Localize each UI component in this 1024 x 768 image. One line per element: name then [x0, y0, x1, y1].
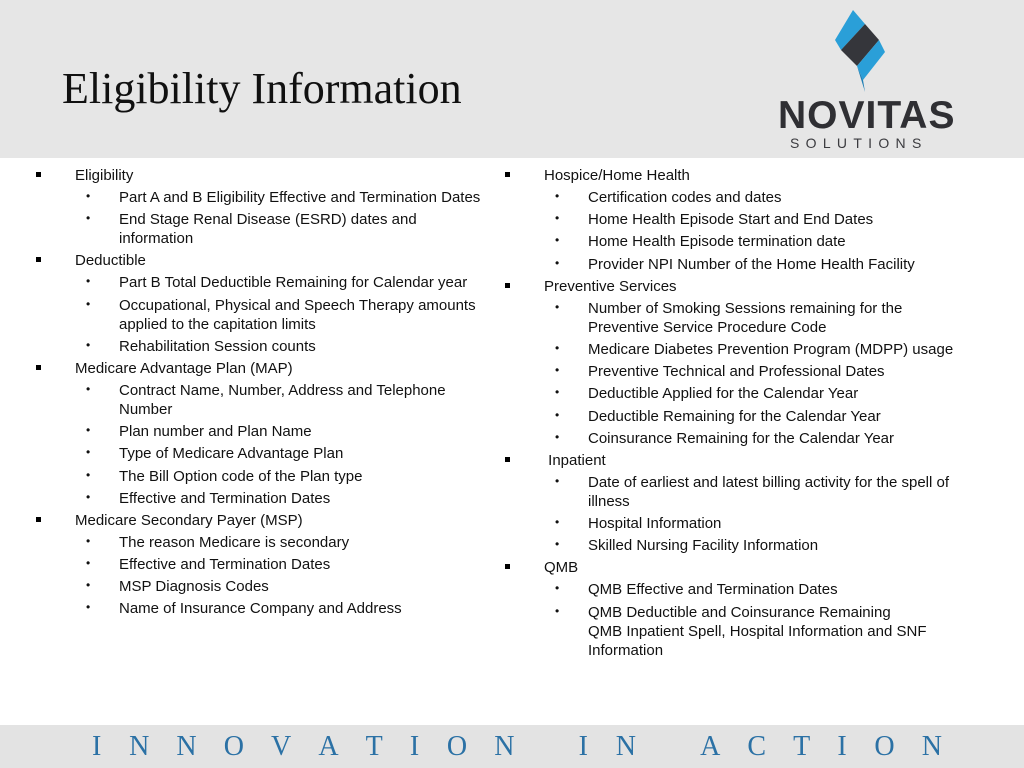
section-label: Medicare Advantage Plan (MAP)	[75, 359, 293, 377]
logo-subtitle-text: SOLUTIONS	[790, 135, 928, 151]
list-item	[75, 210, 486, 248]
list-item	[544, 514, 965, 533]
section-label: Inpatient	[544, 451, 606, 469]
dot-bullet-icon: •	[86, 556, 91, 571]
list-item-text: Number of Smoking Sessions remaining for the Preventive Service Procedure Code	[588, 299, 903, 336]
list-item-text: Part A and B Eligibility Effective and Termination Dates	[119, 189, 481, 206]
tagline-letter: O	[223, 731, 244, 762]
list-item	[544, 407, 965, 426]
tagline-letter: C	[747, 731, 767, 762]
tagline-letter: V	[271, 731, 292, 762]
list-item-text: End Stage Renal Disease (ESRD) dates and information	[119, 211, 417, 248]
right-bullet-list	[505, 166, 965, 660]
dot-bullet-icon: •	[86, 600, 91, 615]
dot-bullet-icon: •	[86, 445, 91, 460]
list-item	[544, 429, 965, 448]
square-bullet-icon	[36, 517, 41, 522]
list-item-text: Effective and Termination Dates	[119, 489, 331, 507]
dot-bullet-icon: •	[86, 189, 91, 203]
list-item	[544, 384, 965, 403]
dot-bullet-icon: •	[555, 233, 560, 248]
list-item	[75, 296, 486, 334]
tagline-letter: A	[318, 731, 339, 762]
dot-bullet-icon: •	[86, 274, 91, 289]
list-item	[544, 473, 965, 511]
tagline-letter: N	[615, 731, 636, 762]
tagline-letter: T	[793, 731, 811, 762]
list-item	[75, 337, 486, 356]
tagline-letter: I	[92, 731, 102, 762]
square-bullet-icon	[36, 172, 41, 177]
list-item-text: Type of Medicare Advantage Plan	[119, 445, 344, 463]
list-item	[75, 489, 486, 508]
list-item-text: Hospital Information	[588, 515, 722, 533]
list-item	[544, 188, 965, 207]
list-item-text: Coinsurance Remaining for the Calendar Year	[588, 429, 895, 447]
novitas-logo	[770, 8, 970, 153]
tagline-letter: I	[409, 731, 420, 762]
tagline-letter: N	[921, 731, 942, 762]
sub-bullet-list	[544, 299, 965, 448]
slide-title: Eligibility Information	[62, 64, 462, 113]
dot-bullet-icon: •	[555, 429, 560, 444]
list-item	[544, 603, 965, 660]
dot-bullet-icon: •	[86, 423, 91, 438]
list-item	[544, 340, 965, 359]
list-item	[75, 555, 486, 574]
square-bullet-icon	[36, 257, 41, 262]
sub-bullet-list	[544, 473, 965, 555]
list-item-text: QMB Effective and Termination Dates	[588, 581, 838, 599]
dot-bullet-icon: •	[555, 299, 560, 314]
sub-bullet-list	[75, 381, 486, 508]
dot-bullet-icon: •	[555, 363, 560, 378]
list-item-text: Skilled Nursing Facility Information	[588, 537, 819, 555]
left-column	[36, 166, 486, 622]
list-item	[544, 210, 965, 229]
dot-bullet-icon: •	[555, 255, 560, 270]
list-item	[544, 536, 965, 555]
tagline-letter: I	[837, 731, 847, 762]
dot-bullet-icon: •	[555, 189, 560, 203]
section-label: QMB	[544, 559, 579, 577]
dot-bullet-icon: •	[86, 467, 91, 482]
list-item	[544, 362, 965, 381]
list-item	[75, 533, 486, 552]
tagline-letter: I	[578, 731, 588, 762]
section-label: Deductible	[75, 252, 146, 270]
list-item-text: Deductible Applied for the Calendar Year	[588, 385, 859, 403]
list-item-text: Name of Insurance Company and Address	[119, 600, 402, 618]
square-bullet-icon	[505, 172, 510, 177]
list-item	[544, 580, 965, 599]
dot-bullet-icon: •	[555, 340, 560, 355]
list-item-text: Occupational, Physical and Speech Therapy amounts applied to the capitation limits	[119, 296, 476, 333]
list-item	[544, 299, 965, 337]
section-label: Medicare Secondary Payer (MSP)	[75, 511, 303, 529]
dot-bullet-icon: •	[555, 515, 560, 530]
tagline-letter: N	[176, 731, 197, 762]
tagline-letter: A	[700, 731, 721, 762]
list-item-text: Deductible Remaining for the Calendar Year	[588, 407, 881, 425]
tagline-letter: N	[494, 731, 515, 762]
list-item-text: Home Health Episode termination date	[588, 233, 846, 251]
section-item	[505, 558, 965, 659]
list-item-text: Effective and Termination Dates	[119, 556, 331, 574]
list-item-text: Date of earliest and latest billing activity for the spell of illness	[588, 473, 950, 510]
tagline-letter	[663, 729, 673, 765]
dot-bullet-icon: •	[555, 473, 560, 488]
list-item-text: QMB Deductible and Coinsurance Remaining QMB Inpatient Spell, Hospital Information and SNF Information	[588, 603, 927, 659]
sub-bullet-list	[75, 273, 486, 355]
list-item-text: Certification codes and dates	[588, 189, 782, 206]
sub-bullet-list	[544, 580, 965, 659]
sub-bullet-list	[75, 188, 486, 248]
dot-bullet-icon: •	[555, 407, 560, 422]
list-item-text: Medicare Diabetes Prevention Program (MDPP) usage	[588, 340, 954, 358]
dot-bullet-icon: •	[555, 385, 560, 400]
dot-bullet-icon: •	[86, 211, 91, 226]
dot-bullet-icon: •	[555, 211, 560, 226]
list-item	[75, 444, 486, 463]
tagline-letter: T	[365, 731, 383, 762]
left-bullet-list	[36, 166, 486, 618]
tagline-letter: O	[874, 731, 895, 762]
section-item	[36, 359, 486, 508]
ribbon-logo-icon	[835, 10, 885, 94]
list-item-text: Contract Name, Number, Address and Telephone Number	[119, 381, 446, 418]
dot-bullet-icon: •	[86, 296, 91, 311]
section-item	[505, 451, 965, 555]
list-item-text: Rehabilitation Session counts	[119, 337, 316, 355]
dot-bullet-icon: •	[555, 581, 560, 596]
list-item-text: Home Health Episode Start and End Dates	[588, 211, 874, 229]
section-label: Preventive Services	[544, 277, 677, 295]
section-item	[505, 277, 965, 448]
tagline-letter	[542, 729, 552, 765]
list-item	[544, 255, 965, 274]
list-item	[75, 422, 486, 441]
square-bullet-icon	[505, 283, 510, 288]
square-bullet-icon	[505, 457, 510, 462]
list-item-text: Part B Total Deductible Remaining for Calendar year	[119, 274, 468, 292]
list-item-text: MSP Diagnosis Codes	[119, 578, 269, 596]
section-item	[36, 511, 486, 619]
list-item	[75, 577, 486, 596]
list-item-text: Plan number and Plan Name	[119, 423, 312, 441]
list-item	[75, 188, 486, 207]
tagline-letter: N	[129, 731, 150, 762]
sub-bullet-list	[75, 533, 486, 619]
dot-bullet-icon: •	[555, 603, 560, 618]
list-item-text: Provider NPI Number of the Home Health Facility	[588, 255, 915, 273]
right-column	[505, 166, 965, 663]
section-label: Eligibility	[75, 167, 134, 184]
footer-tagline	[92, 729, 942, 765]
square-bullet-icon	[36, 365, 41, 370]
list-item-text: The Bill Option code of the Plan type	[119, 467, 363, 485]
dot-bullet-icon: •	[86, 381, 91, 396]
list-item-text: The reason Medicare is secondary	[119, 533, 350, 551]
list-item	[75, 599, 486, 618]
dot-bullet-icon: •	[86, 489, 91, 504]
dot-bullet-icon: •	[555, 537, 560, 552]
section-item	[505, 166, 965, 274]
section-item	[36, 251, 486, 355]
list-item-text: Preventive Technical and Professional Dates	[588, 363, 885, 381]
square-bullet-icon	[505, 564, 510, 569]
tagline-letter: O	[446, 731, 468, 762]
section-label: Hospice/Home Health	[544, 167, 690, 184]
logo-brand-text: NOVITAS	[778, 94, 956, 137]
list-item	[75, 273, 486, 292]
list-item	[544, 232, 965, 251]
list-item	[75, 381, 486, 419]
dot-bullet-icon: •	[86, 578, 91, 593]
dot-bullet-icon: •	[86, 533, 91, 548]
list-item	[75, 467, 486, 486]
section-item	[36, 166, 486, 248]
sub-bullet-list	[544, 188, 965, 274]
dot-bullet-icon: •	[86, 337, 91, 352]
